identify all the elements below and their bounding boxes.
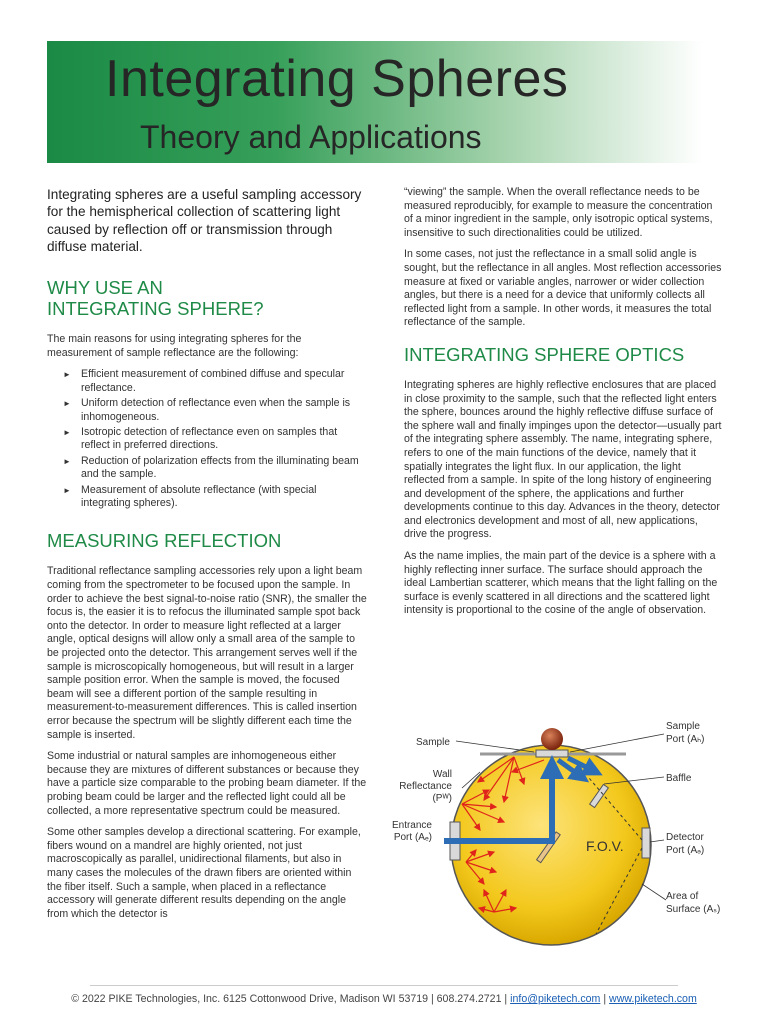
measuring-paragraph-1: Traditional reflectance sampling accessories rely upon a light beam coming from the spectrometer to be focused upon the sample. In order to achieve the best signal-to-noise ratio (SNR), the smaller the focus is, the easier it is to refocus the illuminated sample spot back onto the detector. In order to measure light reflected at a larger angle, optical designs will allow only a small area of the sample to be projected onto the detector. This arrangement serves well if the sample is microscopically homogeneous, but will result in a larger sample position error. When the sample is moved, the focused beam will see a different portion of the sample resulting in measurement-to-measurement differences. This is called insertion error because the spectrum will be slightly different each time the sample is inserted. bbox=[47, 565, 367, 741]
list-item-text: Measurement of absolute reflectance (with special integrating spheres). bbox=[81, 483, 317, 510]
measuring-heading: MEASURING REFLECTION bbox=[47, 530, 282, 552]
area-label-2: Surface (Aₛ) bbox=[666, 904, 721, 915]
sample-port-label-1: Sample bbox=[666, 721, 700, 732]
sample-port-label-2: Port (Aₕ) bbox=[666, 734, 705, 745]
viewing-paragraph: “viewing” the sample. When the overall reflectance needs to be measured reproducibly, for example to measure the concentration of a minor ingredient in the sample, only isotropic optical systems, insensitive to such directionalities could be utilized. bbox=[404, 186, 713, 239]
area-label-1: Area of bbox=[666, 891, 699, 902]
list-item bbox=[63, 484, 367, 511]
why-heading bbox=[47, 277, 367, 319]
optics-paragraph-1: Integrating spheres are highly reflective enclosures that are placed in close proximity to the sample, such that the reflected light enters the sphere, bounces around the highly reflective diffuse surface of the sphere wall and finally impinges upon the detector—usually part of the integrating sphere assembly. The name, integrating sphere, refers to one of the main functions of the device, namely that it spatially integrates the light flux. In our application, the light reflected from a sample. In spite of the long history of engineering and development of the sphere, the applications and further developments continue to this day. Advances in the theory, detector and electronics development and most of all, new applications, drive the progress. bbox=[404, 378, 722, 541]
footer-address: © 2022 PIKE Technologies, Inc. 6125 Cottonwood Drive, Madison WI 53719 | 608.274.2721 | bbox=[71, 993, 508, 1005]
email-link[interactable]: info@piketech.com bbox=[510, 993, 601, 1005]
website-link[interactable]: www.piketech.com bbox=[609, 993, 697, 1005]
footer-separator: | bbox=[603, 993, 607, 1005]
optics-heading: INTEGRATING SPHERE OPTICS bbox=[404, 343, 685, 365]
list-item-text: Reduction of polarization effects from the illuminating beam and the sample. bbox=[81, 454, 359, 481]
footer-divider bbox=[90, 985, 678, 986]
wall-label-3: (Pᵂ) bbox=[432, 793, 452, 804]
measuring-paragraph-2: Some industrial or natural samples are inhomogeneous either because they are mixtures of different substances or because they have a particle size comparable to the probing beam diameter. If the probing beam could be larger and the reflected light could all be collected, a more representative spectrum could be measured. bbox=[47, 750, 367, 817]
why-heading-line2: INTEGRATING SPHERE? bbox=[47, 298, 264, 320]
wall-label-1: Wall bbox=[432, 769, 452, 780]
bullet-arrow-icon: ► bbox=[63, 485, 71, 495]
sample-label: Sample bbox=[416, 737, 450, 748]
detector-port bbox=[642, 828, 650, 858]
why-paragraph: The main reasons for using integrating spheres for the measurement of sample reflectance are the following: bbox=[47, 333, 302, 359]
title-banner bbox=[47, 41, 703, 163]
list-item bbox=[63, 368, 367, 395]
sample-port bbox=[536, 750, 568, 757]
detector-label-2: Port (Aₔ) bbox=[666, 845, 705, 856]
wall-label-2: Reflectance bbox=[399, 781, 452, 792]
list-item-text: Uniform detection of reflectance even when the sample is inhomogeneous. bbox=[81, 397, 351, 423]
bullet-arrow-icon: ► bbox=[63, 456, 71, 466]
bullet-arrow-icon: ► bbox=[63, 370, 71, 380]
intro-paragraph: Integrating spheres are a useful sampling accessory for the hemispherical collection of scattering light caused by reflection off or transmission through diffuse material. bbox=[47, 187, 362, 254]
bullet-arrow-icon: ► bbox=[63, 428, 71, 437]
footer bbox=[0, 993, 768, 1005]
list-item-text: Isotropic detection of reflectance even on samples that reflect in preferred directions. bbox=[81, 426, 338, 452]
list-item bbox=[63, 455, 367, 482]
entrance-label-1: Entrance bbox=[391, 820, 432, 831]
list-item bbox=[63, 397, 367, 424]
reasons-list bbox=[47, 368, 367, 510]
optics-paragraph-2: As the name implies, the main part of the device is a sphere with a highly reflecting inner surface. The surface should approach the ideal Lambertian scatterer, which means that the light falling on the surface is evenly scattered in all directions and the scattered light intensity is proportional to the cosine of the angle of observation. bbox=[404, 550, 718, 617]
baffle-label: Baffle bbox=[666, 773, 692, 784]
fov-label: F.O.V. bbox=[586, 838, 624, 854]
page-title: Integrating Spheres bbox=[105, 50, 569, 108]
sample-ball bbox=[541, 728, 563, 750]
list-item-text: Efficient measurement of combined diffuse and specular reflectance. bbox=[81, 368, 345, 394]
entrance-label-2: Port (Aₑ) bbox=[393, 832, 432, 843]
left-column bbox=[47, 186, 367, 929]
detector-label-1: Detector bbox=[666, 832, 704, 843]
measuring-paragraph-3: Some other samples develop a directional scattering. For example, fibers wound on a mandrel are highly oriented, not just macroscopically as parallel, unidirectional filaments, but also in many cases the molecules of the drawn fibers are oriented within the fiber itself. Such a sample, when placed in a reflectance accessory will generate different results depending on the angle from which the detector is bbox=[47, 826, 361, 920]
bullet-arrow-icon: ► bbox=[63, 399, 71, 409]
page-subtitle: Theory and Applications bbox=[140, 119, 482, 155]
right-column bbox=[404, 186, 722, 626]
integrating-sphere-diagram bbox=[384, 712, 724, 952]
why-heading-line1: WHY USE AN bbox=[47, 277, 163, 299]
list-item bbox=[63, 426, 367, 453]
total-reflectance-paragraph: In some cases, not just the reflectance in a small solid angle is sought, but the reflectance in all angles. Most reflection accessories measure at fixed or variable angles, narrower or wider collection angles, but there is a need for a device that uniformly collects all reflected light from a sample. In other words, it measures the total reflectance of the sample. bbox=[404, 248, 722, 329]
